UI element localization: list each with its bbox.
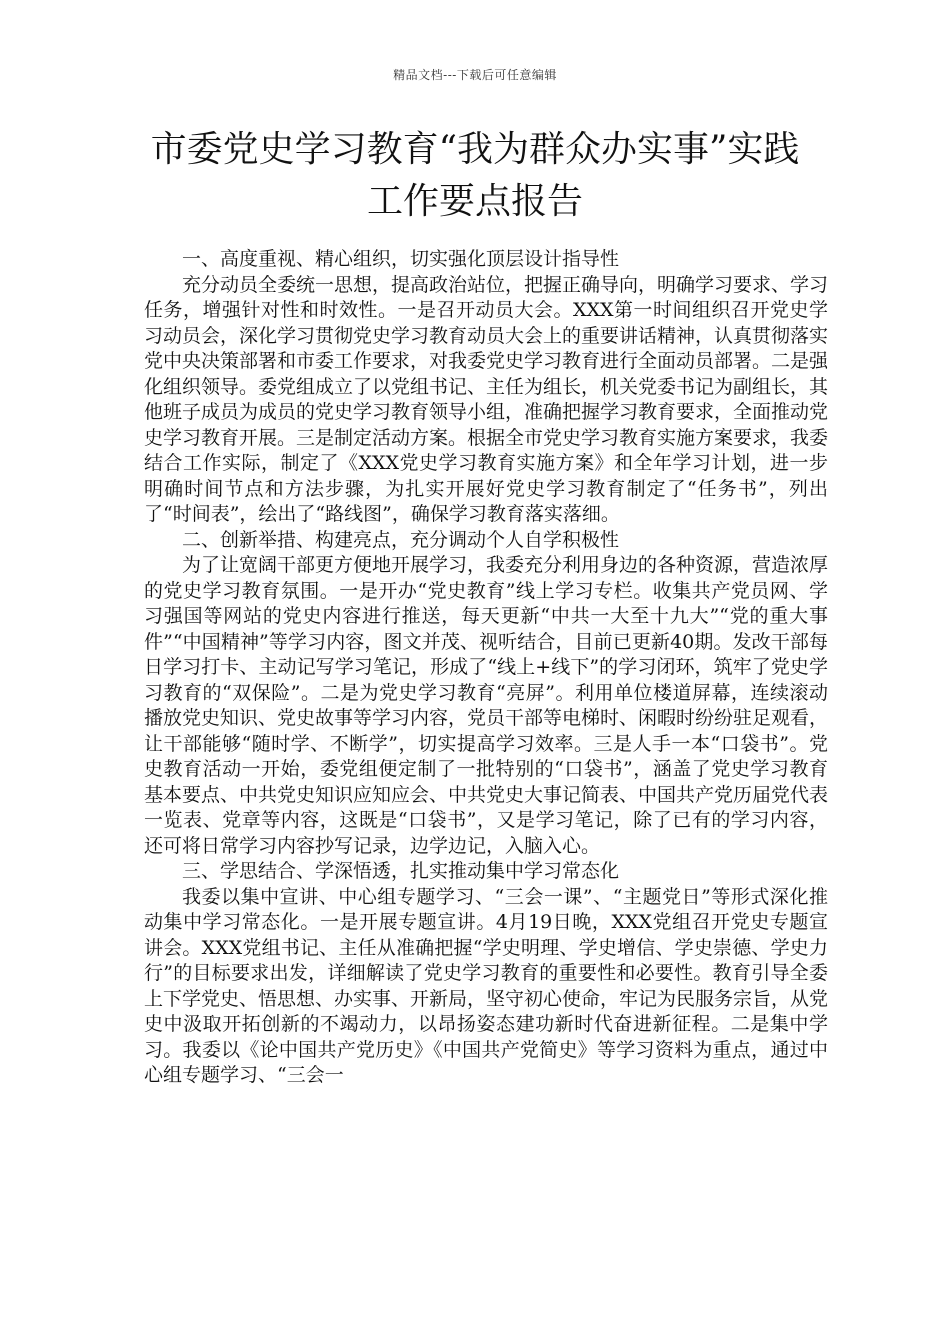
header-note: 精品文档---下载后可任意编辑 — [393, 68, 557, 82]
document-title: 市委党史学习教育“我为群众办实事”实践工作要点报告 — [150, 129, 800, 222]
section-paragraph-1: 充分动员全委统一思想，提高政治站位，把握正确导向，明确学习要求、学习任务，增强针对性和时效性。一是召开动员大会。XXX第一时间组织召开党史学习动员会，深化学习贯彻党史学习教育动员大会上的重要讲话精神，认真贯彻落实党中央决策部署和市委工作要求，对我委党史学习教育进行全面动员部署。二是强化组织领导。委党组成立了以党组书记、主任为组长，机关党委书记为副组长，其他班子成员为成员的党史学习教育领导小组，准确把握学习教育要求，全面推动党史学习教育开展。三是制定活动方案。根据全市党史学习教育实施方案要求，我委结合工作实际，制定了《XXX党史学习教育实施方案》和全年学习计划，进一步明确时间节点和方法步骤，为扎实开展好党史学习教育制定了“任务书”，列出了“时间表”，绘出了“路线图”，确保学习教育落实落细。 — [144, 273, 829, 525]
section-heading-1: 一、高度重视、精心组织，切实强化顶层设计指导性 — [182, 248, 620, 270]
section-paragraph-2: 为了让宽阔干部更方便地开展学习，我委充分利用身边的各种资源，营造浓厚的党史学习教育氛围。一是开办“党史教育”线上学习专栏。收集共产党员网、学习强国等网站的党史内容进行推送，每天更新“中共一大至十九大”“党的重大事件”“中国精神”等学习内容，图文并茂、视听结合，目前已更新40期。发改干部每日学习打卡、主动记写学习笔记，形成了“线上+线下”的学习闭环，筑牢了党史学习教育的“双保险”。二是为党史学习教育“亮屏”。利用单位楼道屏幕，连续滚动播放党史知识、党史故事等学习内容，党员干部等电梯时、闲暇时纷纷驻足观看，让干部能够“随时学、不断学”，切实提高学习效率。三是人手一本“口袋书”。党史教育活动一开始，委党组便定制了一批特别的“口袋书”，涵盖了党史学习教育基本要点、中共党史知识应知应会、中共党史大事记简表、中国共产党历届党代表一览表、党章等内容，这既是“口袋书”，又是学习笔记，除了已有的学习内容，还可将日常学习内容抄写记录，边学边记，入脑入心。 — [144, 554, 829, 857]
document-body — [144, 247, 828, 1089]
section-heading-3: 三、学思结合、学深悟透，扎实推动集中学习常态化 — [182, 860, 620, 882]
section-heading-2: 二、创新举措、构建亮点，充分调动个人自学积极性 — [182, 528, 620, 551]
section-paragraph-3: 我委以集中宣讲、中心组专题学习、“三会一课”、“主题党日”等形式深化推动集中学习常态化。一是开展专题宣讲。4月19日晚，XXX党组召开党史专题宣讲会。XXX党组书记、主任从准确把握“学史明理、学史增信、学史崇德、学史力行”的目标要求出发，详细解读了党史学习教育的重要性和必要性。教育引导全委上下学党史、悟思想、办实事、开新局，坚守初心使命，牢记为民服务宗旨，从党史中汲取开拓创新的不竭动力，以昂扬姿态建功新时代奋进新征程。二是集中学习。我委以《论中国共产党历史》《中国共产党简史》等学习资料为重点，通过中心组专题学习、“三会一 — [144, 885, 829, 1086]
